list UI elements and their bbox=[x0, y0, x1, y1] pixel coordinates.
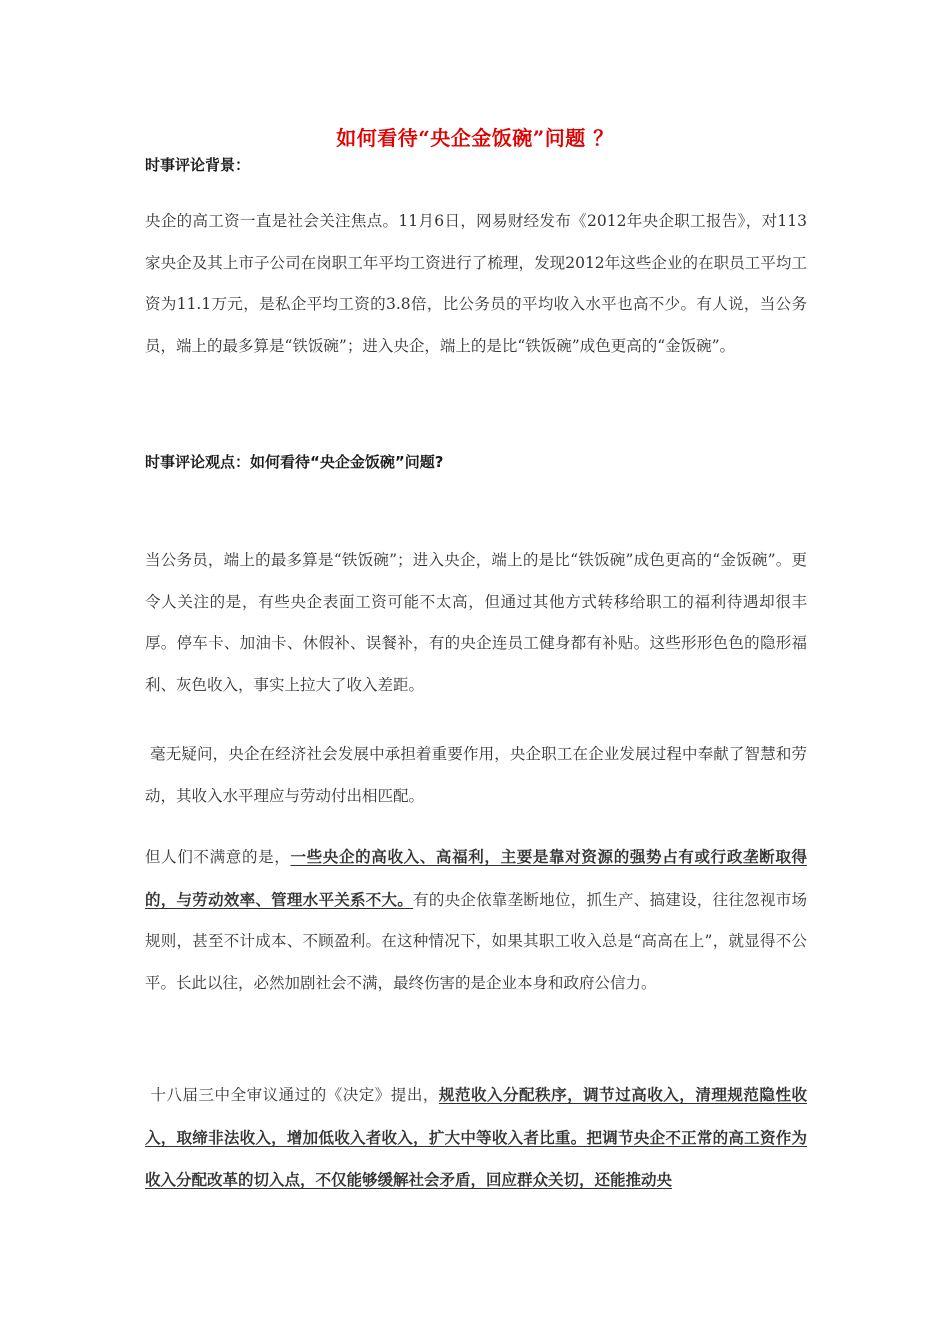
paragraph-3-emphasis: 一些央企的高收入、高福利，主要是靠对资源的强势占有或行政垄断取得的，与劳动效率、管理水平关系不大。 bbox=[145, 847, 807, 909]
paragraph-1-text: 当公务员，端上的最多算是“铁饭碗”；进入央企，端上的是比“铁饭碗”成色更高的“金饭碗”。更令人关注的是，有些央企表面工资可能不太高，但通过其他方式转移给职工的福利待遇却很丰厚。停车卡、加油卡、休假补、误餐补，有的央企连员工健身都有补贴。这些形形色色的隐形福利、灰色收入，事实上拉大了收入差距。 bbox=[145, 551, 807, 694]
paragraph-4-intro: 十八届三中全审议通过的《决定》提出， bbox=[145, 1086, 439, 1104]
paragraph-3-intro: 但人们不满意的是， bbox=[145, 848, 291, 866]
paragraph-3-rest: 有的央企依靠垄断地位，抓生产、搞建设，往往忽视市场规则，甚至不计成本、不顾盈利。在这种情况下，如果其职工收入总是“高高在上”，就显得不公平。长此以往，必然加剧社会不满，最终伤害的是企业本身和政府公信力。 bbox=[145, 890, 807, 992]
paragraph-2-text: 毫无疑问，央企在经济社会发展中承担着重要作用，央企职工在企业发展过程中奉献了智慧和劳动，其收入水平理应与劳动付出相匹配。 bbox=[145, 745, 807, 805]
paragraph-2 bbox=[145, 734, 807, 817]
viewpoint-heading: 时事评论观点：如何看待“央企金饭碗”问题? bbox=[145, 453, 444, 471]
paragraph-4 bbox=[145, 1074, 807, 1202]
background-heading: 时事评论背景： bbox=[145, 156, 251, 174]
document-title: 如何看待“央企金饭碗”问题 ？ bbox=[336, 126, 614, 150]
paragraph-3-text bbox=[145, 836, 807, 1004]
paragraph-4-text bbox=[145, 1074, 807, 1202]
paragraph-3 bbox=[145, 836, 807, 1004]
background-text: 央企的高工资一直是社会关注焦点。11月6日，网易财经发布《2012年央企职工报告》，对113家央企及其上市子公司在岗职工年平均工资进行了梳理，发现2012年这些企业的在职员工平均工资为11.1万元，是私企平均工资的3.8倍，比公务员的平均收入水平也高不少。有人说，当公务员，端上的最多算是“铁饭碗”；进入央企，端上的是比“铁饭碗”成色更高的“金饭碗”。 bbox=[145, 212, 807, 355]
paragraph-1 bbox=[145, 540, 807, 706]
paragraph-4-emphasis: 规范收入分配秩序，调节过高收入，清理规范隐性收入，取缔非法收入，增加低收入者收入，扩大中等收入者比重。把调节央企不正常的高工资作为收入分配改革的切入点，不仅能够缓解社会矛盾，回应群众关切，还能推动央 bbox=[145, 1085, 807, 1189]
background-paragraph bbox=[145, 201, 807, 367]
